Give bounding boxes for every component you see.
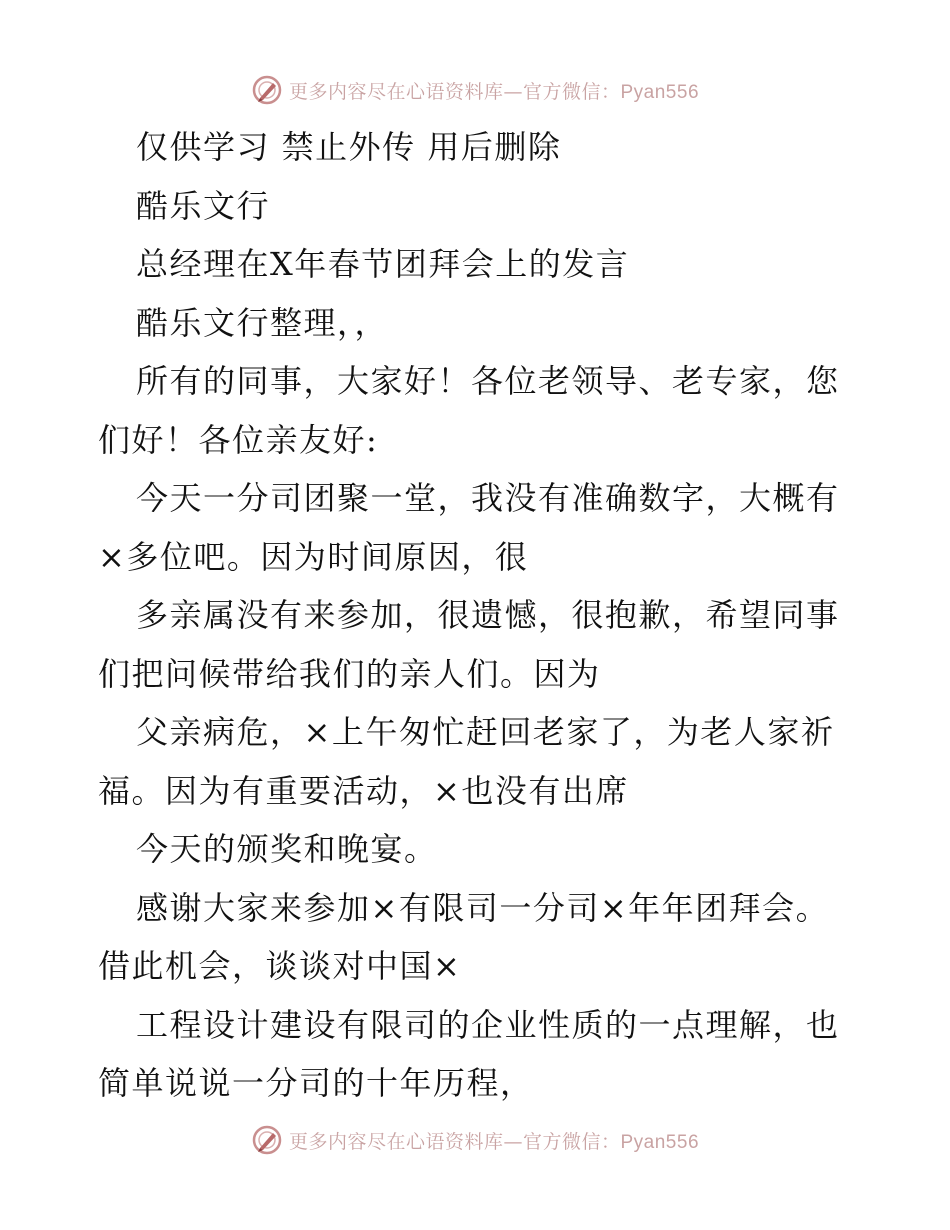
pen-logo-icon	[251, 74, 283, 106]
text-line: ×多位吧。因为时间原因，很	[98, 537, 529, 576]
watermark-text: 更多内容尽在心语资料库—官方微信：Pyan556	[288, 1130, 700, 1153]
document-body	[98, 118, 858, 1113]
text-line: 们好！各位亲友好:	[98, 420, 379, 459]
author-line: 酷乐文行	[136, 186, 271, 225]
text-line: 多亲属没有来参加，很遗憾，很抱歉，希望同事	[136, 596, 840, 634]
text-line: 工程设计建设有限司的企业性质的一点理解，也	[136, 1005, 840, 1044]
text-line: 父亲病危，×上午匆忙赶回老家了，为老人家祈	[136, 713, 835, 751]
notice-line: 仅供学习 禁止外传 用后删除	[136, 128, 562, 166]
text-line: 福。因为有重要活动，×也没有出席	[98, 771, 629, 810]
document-title: 总经理在X年春节团拜会上的发言	[136, 245, 630, 283]
compiler-line: 酷乐文行整理，，	[136, 303, 389, 342]
watermark-text: 更多内容尽在心语资料库—官方微信：Pyan556	[288, 80, 700, 103]
footer-watermark	[0, 1120, 950, 1160]
text-line: 们把问候带给我们的亲人们。因为	[98, 654, 601, 693]
text-line: 今天的颁奖和晚宴。	[136, 830, 438, 868]
text-line: 所有的同事，大家好！各位老领导、老专家，您	[136, 362, 840, 400]
text-line: 今天一分司团聚一堂，我没有准确数字，大概有	[136, 479, 840, 517]
header-watermark	[0, 70, 950, 110]
text-line: 简单说说一分司的十年历程，	[98, 1064, 534, 1102]
text-line: 借此机会，谈谈对中国×	[98, 947, 462, 985]
pen-logo-icon	[251, 1124, 283, 1156]
text-line: 感谢大家来参加×有限司一分司×年年团拜会。	[136, 888, 830, 927]
